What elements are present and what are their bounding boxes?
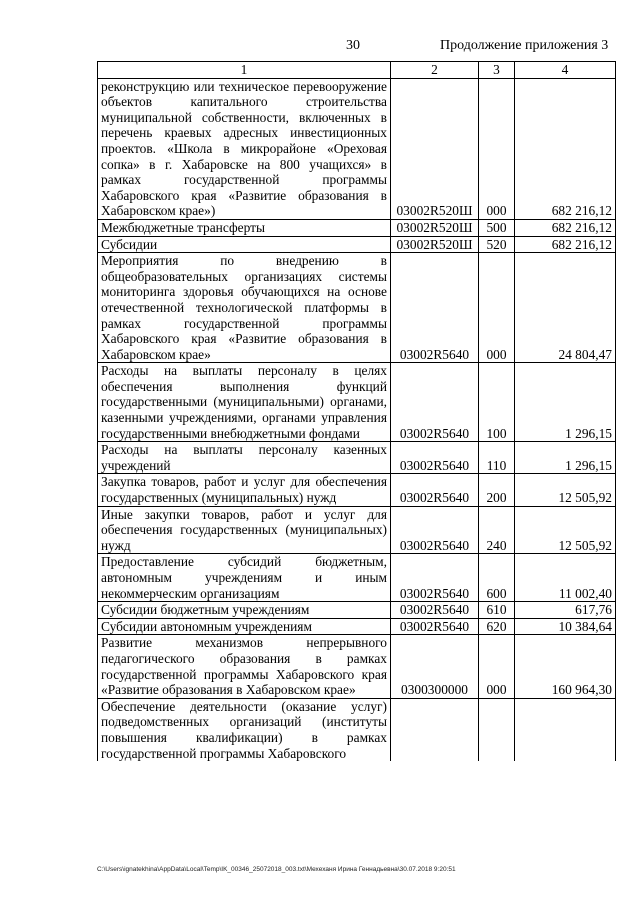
- table-row: [98, 78, 616, 219]
- expense-type: 600: [479, 554, 515, 602]
- amount: 1 296,15: [515, 363, 616, 442]
- expense-name: Закупка товаров, работ и услуг для обеспечения государственных (муниципальных) нужд: [98, 474, 391, 506]
- table-row: [98, 442, 616, 474]
- expense-type: 620: [479, 618, 515, 635]
- expense-type: 610: [479, 602, 515, 619]
- table-row: [98, 363, 616, 442]
- amount: 10 384,64: [515, 618, 616, 635]
- table-row: [98, 236, 616, 253]
- expense-type: 500: [479, 219, 515, 236]
- expense-type: 000: [479, 78, 515, 219]
- column-header: 3: [479, 62, 515, 79]
- expense-name: Предоставление субсидий бюджетным, автономным учреждениям и иным некоммерческим организациям: [98, 554, 391, 602]
- target-code: 03002R520Ш: [391, 219, 479, 236]
- table-row: [98, 635, 616, 698]
- target-code: 03002R5640: [391, 363, 479, 442]
- amount: 617,76: [515, 602, 616, 619]
- expense-name: Иные закупки товаров, работ и услуг для обеспечения государственных (муниципальных) нужд: [98, 506, 391, 554]
- amount: 24 804,47: [515, 253, 616, 363]
- table-row: [98, 253, 616, 363]
- table-row: [98, 618, 616, 635]
- target-code: 03002R5640: [391, 442, 479, 474]
- amount: 682 216,12: [515, 219, 616, 236]
- expense-name: Обеспечение деятельности (оказание услуг) подведомственных организаций (институты повышения квалификации) в рамках государственной программы Хабаровского: [98, 698, 391, 761]
- expense-type: 000: [479, 253, 515, 363]
- amount: 11 002,40: [515, 554, 616, 602]
- expense-name: Мероприятия по внедрению в общеобразовательных организациях системы мониторинга здоровья обучающихся на основе отечественной технологической платформы в рамках государственной программы Хабаровского края «Развитие образования в Хабаровском крае»: [98, 253, 391, 363]
- table-row: [98, 698, 616, 761]
- page-number: 30: [346, 38, 360, 53]
- expense-type: 000: [479, 635, 515, 698]
- amount: 1 296,15: [515, 442, 616, 474]
- target-code: 03002R5640: [391, 506, 479, 554]
- expense-name: Расходы на выплаты персоналу казенных учреждений: [98, 442, 391, 474]
- table-row: [98, 219, 616, 236]
- amount: 682 216,12: [515, 236, 616, 253]
- expense-type: 520: [479, 236, 515, 253]
- table-row: [98, 474, 616, 506]
- expense-name: Развитие механизмов непрерывного педагогического образования в рамках государственной программы Хабаровского края «Развитие образования в Хабаровском крае»: [98, 635, 391, 698]
- table-row: [98, 506, 616, 554]
- expense-name: реконструкцию или техническое перевооружение объектов капитального строительства муниципальной собственности, включенных в перечень краевых адресных инвестиционных проектов. «Школа в микрорайоне «Ореховая сопка» в г. Хабаровске на 800 учащихся» в рамках государственной программы Хабаровского края «Развитие образования в Хабаровском крае»): [98, 78, 391, 219]
- expense-name: Расходы на выплаты персоналу в целях обеспечения выполнения функций государственными (муниципальными) органами, казенными учреждениями, органами управления государственными внебюджетными фондами: [98, 363, 391, 442]
- target-code: 03002R5640: [391, 554, 479, 602]
- expense-name: Субсидии бюджетным учреждениям: [98, 602, 391, 619]
- file-path-footer: C:\Users\ignatekhina\AppData\Local\Temp\IK_00346_25072018_003.txt\Мехеханя Ирина Геннадьевна\30.07.2018 9:20:51: [97, 866, 456, 873]
- amount: 682 216,12: [515, 78, 616, 219]
- amount: 12 505,92: [515, 506, 616, 554]
- target-code: 03002R5640: [391, 602, 479, 619]
- table-row: [98, 554, 616, 602]
- expense-type: 240: [479, 506, 515, 554]
- expense-type: 110: [479, 442, 515, 474]
- target-code: 03002R520Ш: [391, 236, 479, 253]
- expense-type: [479, 698, 515, 761]
- expense-name: Субсидии автономным учреждениям: [98, 618, 391, 635]
- expense-name: Субсидии: [98, 236, 391, 253]
- column-header: 1: [98, 62, 391, 79]
- continuation-title: Продолжение приложения 3: [440, 38, 609, 53]
- budget-table: [97, 61, 616, 761]
- expense-type: 100: [479, 363, 515, 442]
- table-header-row: [98, 62, 616, 79]
- amount: 12 505,92: [515, 474, 616, 506]
- expense-name: Межбюджетные трансферты: [98, 219, 391, 236]
- column-header: 4: [515, 62, 616, 79]
- table-row: [98, 602, 616, 619]
- amount: [515, 698, 616, 761]
- target-code: 03002R520Ш: [391, 78, 479, 219]
- amount: 160 964,30: [515, 635, 616, 698]
- target-code: 03002R5640: [391, 474, 479, 506]
- target-code: 03002R5640: [391, 253, 479, 363]
- expense-type: 200: [479, 474, 515, 506]
- target-code: [391, 698, 479, 761]
- target-code: 0300300000: [391, 635, 479, 698]
- column-header: 2: [391, 62, 479, 79]
- target-code: 03002R5640: [391, 618, 479, 635]
